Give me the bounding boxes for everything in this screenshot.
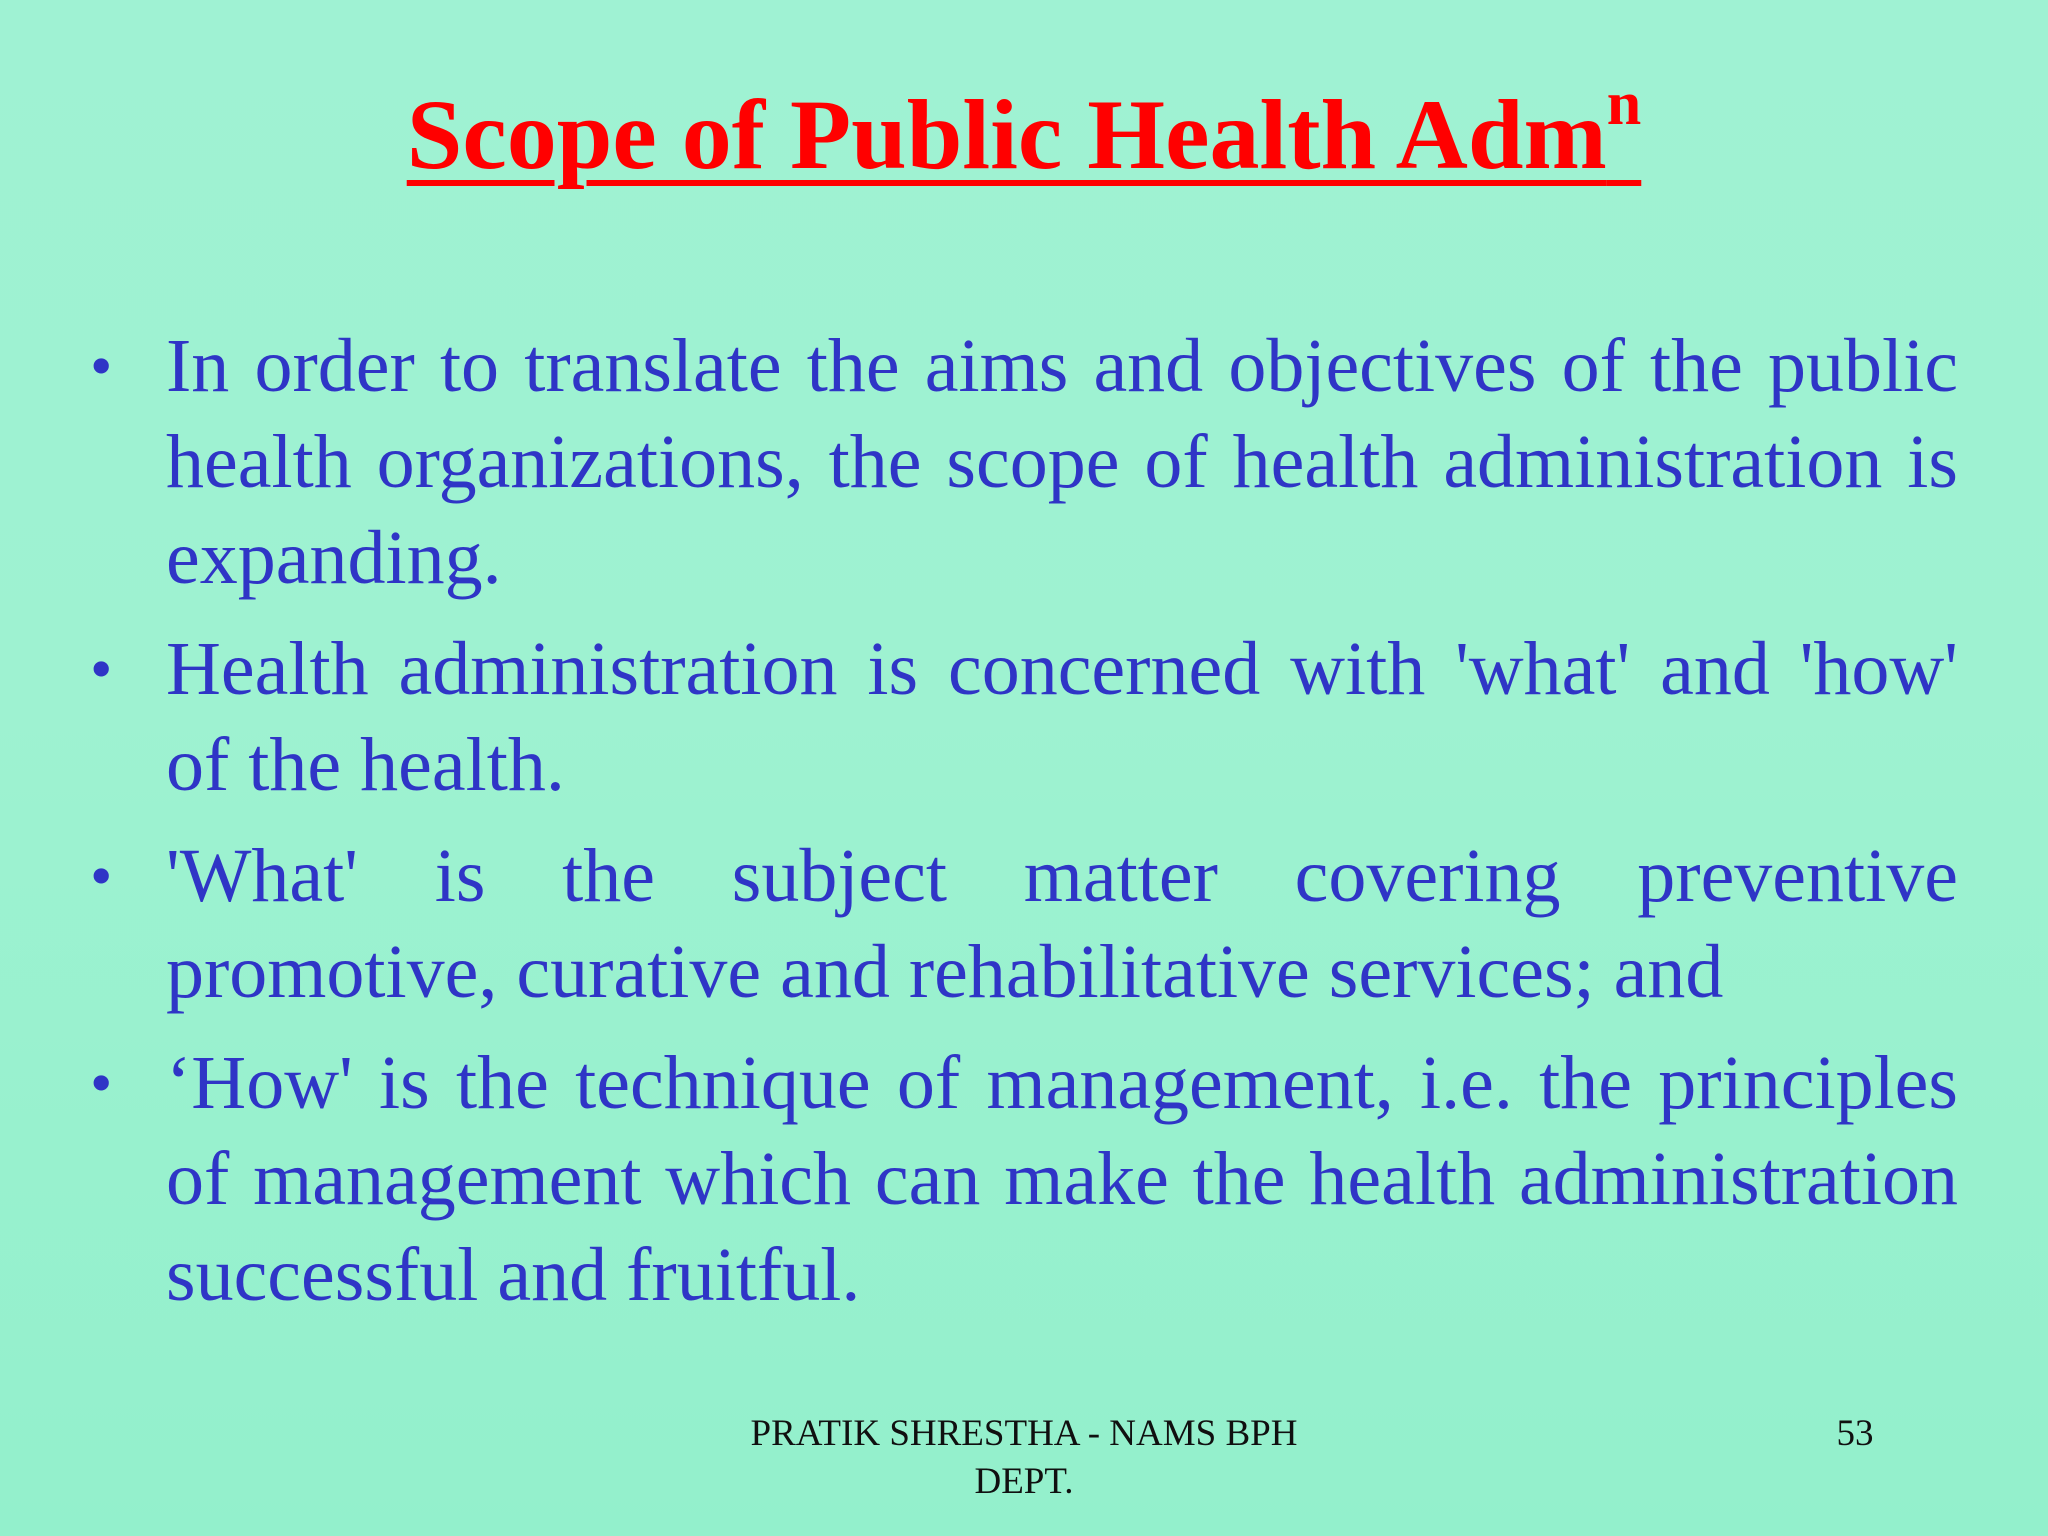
bullet-text: ‘How' is the technique of management, i.e. the principles of management which can make the health administration successful and fruitful.: [166, 1041, 1958, 1317]
slide-title-superscript: n: [1606, 70, 1642, 138]
bullet-icon: •: [90, 1047, 113, 1118]
bullet-icon: •: [90, 840, 113, 911]
slide-title-underlined: [406, 70, 1642, 190]
bullet-item: [80, 1035, 1958, 1323]
bullet-icon: •: [90, 633, 113, 704]
bullet-list: [80, 318, 1958, 1338]
slide-title: [0, 70, 2048, 190]
bullet-text: In order to translate the aims and objectives of the public health organizations, the scope of health administration is expanding.: [166, 324, 1958, 600]
slide-number: 53: [1836, 1413, 1874, 1454]
slide-footer: PRATIK SHRESTHA - NAMS BPH DEPT.: [750, 1413, 1298, 1502]
bullet-item: [80, 828, 1958, 1020]
bullet-text: 'What' is the subject matter covering preventive promotive, curative and rehabilitative services; and: [166, 834, 1958, 1014]
bullet-item: [80, 621, 1958, 813]
bullet-text: Health administration is concerned with 'what' and 'how' of the health.: [166, 627, 1958, 807]
slide-title-text: Scope of Public Health Adm: [406, 79, 1607, 190]
bullet-icon: •: [90, 330, 113, 401]
bullet-item: [80, 318, 1958, 606]
